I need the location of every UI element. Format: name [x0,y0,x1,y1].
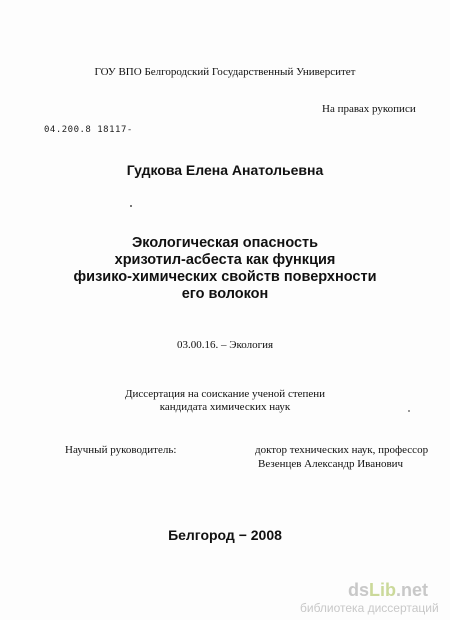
watermark-logo-suffix: .net [396,580,429,600]
scan-speck [408,410,410,412]
watermark-logo [348,580,428,601]
supervisor-degree: доктор технических наук, профессор [255,444,429,456]
supervisor-label: Научный руководитель: [65,444,177,456]
specialty-code: 03.00.16. – Экология [176,339,274,351]
author-name: Гудкова Елена Анатольевна [126,162,324,178]
dissertation-line-2: кандидата химических наук [159,401,291,413]
title-line: его волокон [181,286,269,302]
watermark-logo-prefix: ds [348,580,370,600]
title-line: физико-химических свойств поверхности [73,269,377,285]
archive-stamp: 04.200.8 18117- [44,125,133,135]
city-year: Белгород − 2008 [168,527,282,543]
watermark-logo-mid: Lib [369,580,397,600]
university-name: ГОУ ВПО Белгородский Государственный Университет [94,66,356,78]
dissertation-line-1: Диссертация на соискание ученой степени [124,388,326,400]
scan-speck [130,205,132,207]
title-line: хризотил-асбеста как функция [114,252,336,268]
supervisor-name: Везенцев Александр Иванович [258,458,404,470]
title-line: Экологическая опасность [131,235,319,251]
rights-note: На правах рукописи [322,103,416,115]
watermark-subtitle: библиотека диссертаций [300,601,439,615]
